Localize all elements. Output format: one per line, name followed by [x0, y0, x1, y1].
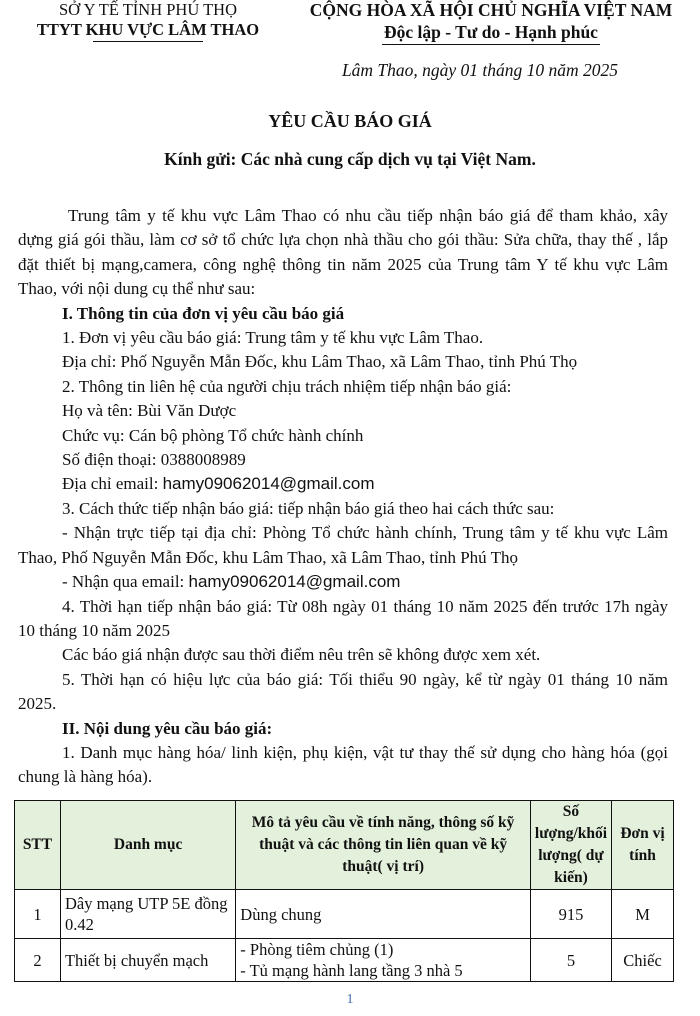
cell-item: Dây mạng UTP 5E đồng 0.42 — [60, 890, 235, 939]
email-label: Địa chỉ email: — [62, 474, 163, 494]
goods-list-intro: 1. Danh mục hàng hóa/ linh kiện, phụ kiện, vật tư thay thế sử dụng cho hàng hóa (gọi chung là hàng hóa). — [18, 742, 668, 787]
cell-desc: Dùng chung — [236, 890, 531, 939]
contact-heading: 2. Thông tin liên hệ của người chịu trách nhiệm tiếp nhận báo giá: — [62, 376, 512, 396]
col-desc-header: Mô tả yêu cầu về tính năng, thông số kỹ thuật và các thông tin liên quan về kỹ thuật( vị trí) — [236, 801, 531, 890]
table-row — [15, 939, 674, 982]
parent-agency: SỞ Y TẾ TỈNH PHÚ THỌ — [59, 0, 237, 19]
cell-stt: 1 — [15, 890, 61, 939]
contact-position: Chức vụ: Cán bộ phòng Tổ chức hành chính — [62, 425, 364, 445]
place-date: Lâm Thao, ngày 01 tháng 10 năm 2025 — [341, 60, 619, 80]
desc-line: - Phòng tiêm chủng (1) — [240, 940, 394, 959]
unit-address: Địa chỉ: Phố Nguyễn Mẫn Đốc, khu Lâm Thao, xã Lâm Thao, tỉnh Phú Thọ — [62, 352, 578, 372]
section-1-heading: I. Thông tin của đơn vị yêu cầu báo giá — [62, 303, 345, 323]
cell-unit: Chiếc — [612, 939, 674, 982]
addressee: Kính gửi: Các nhà cung cấp dịch vụ tại Việt Nam. — [164, 149, 536, 169]
col-item-header: Danh mục — [60, 801, 235, 890]
motto: Độc lập - Tư do - Hạnh phúc — [382, 20, 600, 45]
cell-stt: 2 — [15, 939, 61, 982]
cell-unit: M — [612, 890, 674, 939]
col-unit-header: Đơn vị tính — [612, 801, 674, 890]
cell-item: Thiết bị chuyển mạch — [60, 939, 235, 982]
method-email[interactable]: hamy09062014@gmail.com — [188, 572, 401, 592]
requesting-unit: 1. Đơn vị yêu cầu báo giá: Trung tâm y tế khu vực Lâm Thao. — [62, 328, 484, 348]
col-stt-header: STT — [15, 801, 61, 890]
methods-heading: 3. Cách thức tiếp nhận báo giá: tiếp nhận báo giá theo hai cách thức sau: — [62, 498, 555, 518]
contact-phone: Số điện thoại: 0388008989 — [62, 450, 246, 470]
cell-desc — [236, 939, 531, 982]
contact-email-line — [18, 472, 668, 496]
contact-name: Họ và tên: Bùi Văn Dược — [62, 401, 237, 421]
document-title: YÊU CẦU BÁO GIÁ — [268, 111, 432, 131]
country-name: CỘNG HÒA XÃ HỘI CHỦ NGHĨA VIỆT NAM — [309, 0, 673, 20]
national-motto — [282, 0, 700, 45]
late-submission-note: Các báo giá nhận được sau thời điểm nêu trên sẽ không được xem xét. — [62, 645, 541, 665]
page-number: 1 — [346, 992, 354, 1007]
goods-table — [14, 800, 674, 982]
document-body — [18, 204, 668, 790]
method-direct: - Nhận trực tiếp tại địa chỉ: Phòng Tổ chức hành chính, Trung tâm y tế khu vực Lâm Thao, Phố Nguyễn Mẫn Đốc, khu Lâm Thao, xã Lâm Thao, tỉnh Phú Thọ — [18, 523, 668, 567]
table-row — [15, 890, 674, 939]
method-email-label: - Nhận qua email: — [62, 572, 189, 592]
cell-qty: 5 — [530, 939, 611, 982]
desc-line: - Tủ mạng hành lang tầng 3 nhà 5 — [240, 961, 463, 980]
quote-validity: 5. Thời hạn có hiệu lực của báo giá: Tối thiểu 90 ngày, kể từ ngày 01 tháng 10 năm 2025. — [18, 669, 668, 714]
table-header-row — [15, 801, 674, 890]
header-underline — [93, 41, 203, 42]
intro-paragraph: Trung tâm y tế khu vực Lâm Thao có nhu cầu tiếp nhận báo giá để tham khảo, xây dựng giá gói thầu, làm cơ sở tổ chức lựa chọn nhà thầu cho gói thầu: Sửa chữa, thay thế , lắp đặt thiết bị mạng,camera, công nghệ thông tin năm 2025 của Trung tâm Y tế khu vực Lâm Thao, với nội dung cụ thể như sau: — [18, 206, 668, 299]
issuing-unit: TTYT KHU VỰC LÂM THAO — [36, 20, 260, 39]
col-qty-header: Số lượng/khối lượng( dự kiến) — [530, 801, 611, 890]
cell-qty: 915 — [530, 890, 611, 939]
section-2-heading: II. Nội dung yêu cầu báo giá: — [62, 718, 273, 738]
contact-email[interactable]: hamy09062014@gmail.com — [162, 474, 375, 494]
method-email-line — [18, 570, 668, 594]
submission-deadline: 4. Thời hạn tiếp nhận báo giá: Từ 08h ngày 01 tháng 10 năm 2025 đến trước 17h ngày 10 tháng 10 năm 2025 — [18, 596, 668, 640]
issuing-organization — [14, 0, 282, 42]
